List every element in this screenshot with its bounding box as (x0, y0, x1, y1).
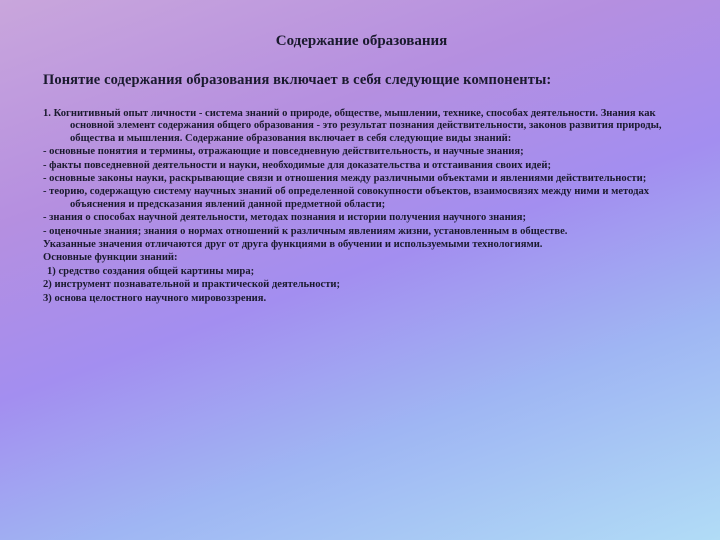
slide-title: Содержание образования (275, 33, 448, 49)
body-paragraph: - основные законы науки, раскрывающие связи и отношения между различными объектами и явлениями действительности; (43, 173, 647, 185)
body-paragraph: - факты повседневной деятельности и науки, необходимые для доказательства и отстаивания своих идей; (43, 159, 552, 171)
body-paragraph: 1) средство создания общей картины мира; (47, 265, 255, 277)
slide-body (43, 108, 683, 306)
body-paragraph: 1. Когнитивный опыт личности - система знаний о природе, обществе, мышлении, технике, способах деятельности. Знания как основной элемент содержания общего образования - это результат познания действительности, законов развития природы, общества и мышления. Содержание образования включает в себя следующие виды знаний: (43, 108, 662, 144)
body-paragraph: Основные функции знаний: (43, 252, 178, 264)
body-paragraph: - теорию, содержащую систему научных знаний об определенной совокупности объектов, взаимосвязях между ними и методах объяснения и предсказания явлений данной предметной области; (43, 186, 650, 210)
slide-subtitle: Понятие содержания образования включает в себя следующие компоненты: (43, 72, 552, 88)
body-paragraph: - знания о способах научной деятельности, методах познания и истории получения научного знания; (43, 212, 527, 224)
body-paragraph: 2) инструмент познавательной и практической деятельности; (43, 279, 341, 291)
body-paragraph: - оценочные знания; знания о нормах отношений к различным явлениям жизни, установленным в обществе. (43, 225, 568, 237)
body-paragraph: - основные понятия и термины, отражающие и повседневную действительность, и научные знания; (43, 146, 524, 158)
body-paragraph: 3) основа целостного научного мировоззрения. (43, 292, 267, 304)
body-paragraph: Указанные значения отличаются друг от друга функциями в обучении и используемыми технологиями. (43, 239, 543, 251)
